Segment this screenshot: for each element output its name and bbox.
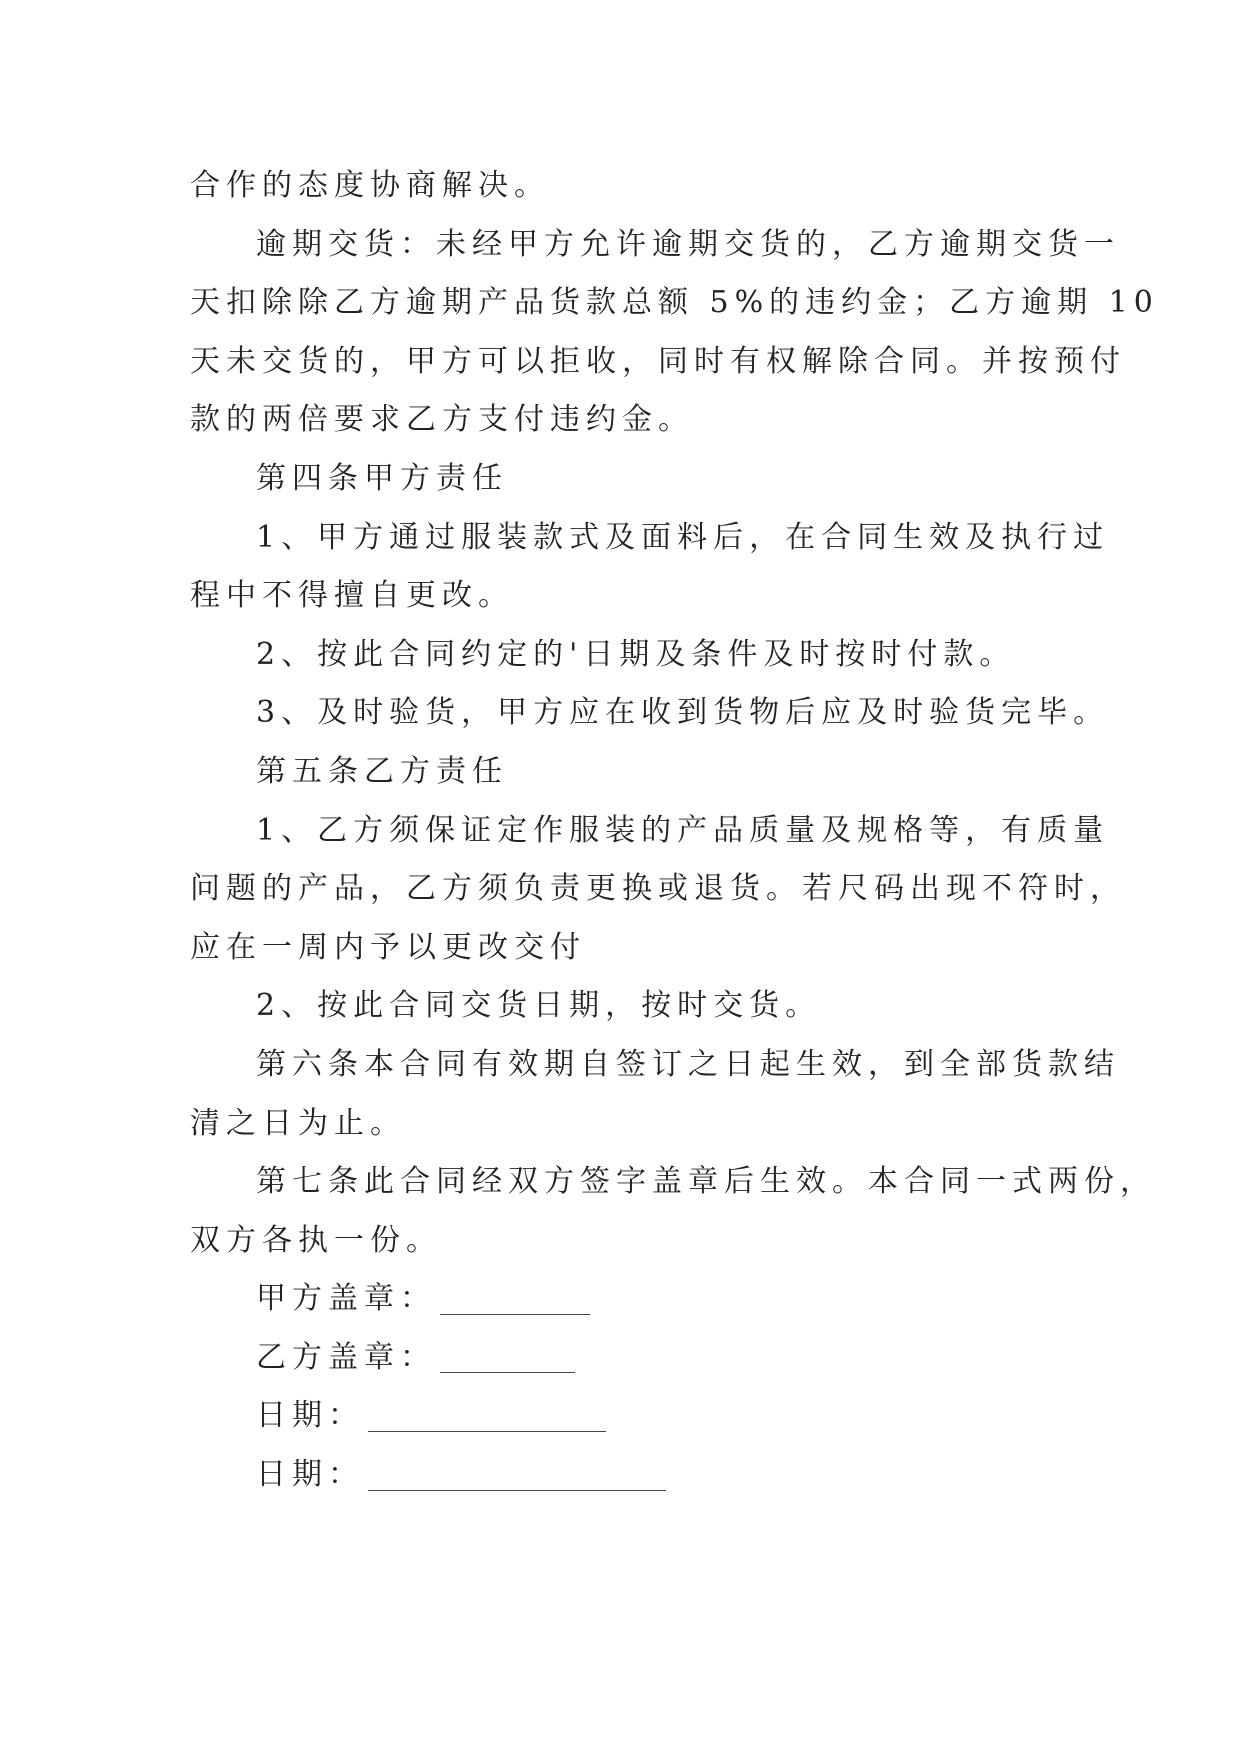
date-blank-line[interactable] xyxy=(368,1397,606,1432)
date-label: 日期： xyxy=(256,1457,364,1493)
paragraph-line: 问题的产品，乙方须负责更换或退货。若尺码出现不符时， xyxy=(190,871,1126,907)
section-heading-article-7: 第七条此合同经双方签字盖章后生效。本合同一式两份， xyxy=(256,1164,1156,1200)
signature-label: 乙方盖章： xyxy=(256,1339,436,1375)
paragraph-line: 3、及时验货，甲方应在收到货物后应及时验货完毕。 xyxy=(256,695,1110,731)
date-blank-line[interactable] xyxy=(368,1456,666,1491)
section-heading-article-4: 第四条甲方责任 xyxy=(256,460,508,496)
signature-row-party-a xyxy=(190,1270,1070,1329)
paragraph-line: 款的两倍要求乙方支付违约金。 xyxy=(190,402,694,438)
paragraph-line: 应在一周内予以更改交付 xyxy=(190,929,586,965)
signature-label: 甲方盖章： xyxy=(256,1281,436,1317)
paragraph-line: 1、乙方须保证定作服装的产品质量及规格等，有质量 xyxy=(256,812,1110,848)
paragraph-line: 2、按此合同约定的'日期及条件及时按时付款。 xyxy=(256,636,1016,672)
signature-blank-line[interactable] xyxy=(440,1280,590,1315)
paragraph-line: 天未交货的，甲方可以拒收，同时有权解除合同。并按预付 xyxy=(190,343,1126,379)
paragraph-line: 2、按此合同交货日期，按时交货。 xyxy=(256,988,822,1024)
date-row-2 xyxy=(190,1446,1070,1505)
paragraph-line: 程中不得擅自更改。 xyxy=(190,578,514,614)
paragraph-line: 双方各执一份。 xyxy=(190,1222,442,1258)
section-heading-article-6: 第六条本合同有效期自签订之日起生效，到全部货款结 xyxy=(256,1046,1120,1082)
paragraph-line: 天扣除除乙方逾期产品货款总额 5%的违约金；乙方逾期 10 xyxy=(190,285,1159,321)
contract-page xyxy=(190,157,1159,1505)
paragraph-line: 清之日为止。 xyxy=(190,1105,406,1141)
paragraph-line: 1、甲方通过服装款式及面料后，在合同生效及执行过 xyxy=(256,519,1110,555)
paragraph-line: 逾期交货：未经甲方允许逾期交货的，乙方逾期交货一 xyxy=(256,226,1120,262)
paragraph-line: 合作的态度协商解决。 xyxy=(190,168,550,203)
date-row-1 xyxy=(190,1387,1070,1446)
date-label: 日期： xyxy=(256,1398,364,1434)
section-heading-article-5: 第五条乙方责任 xyxy=(256,753,508,789)
signature-blank-line[interactable] xyxy=(440,1338,575,1373)
signature-row-party-b xyxy=(190,1329,1070,1388)
